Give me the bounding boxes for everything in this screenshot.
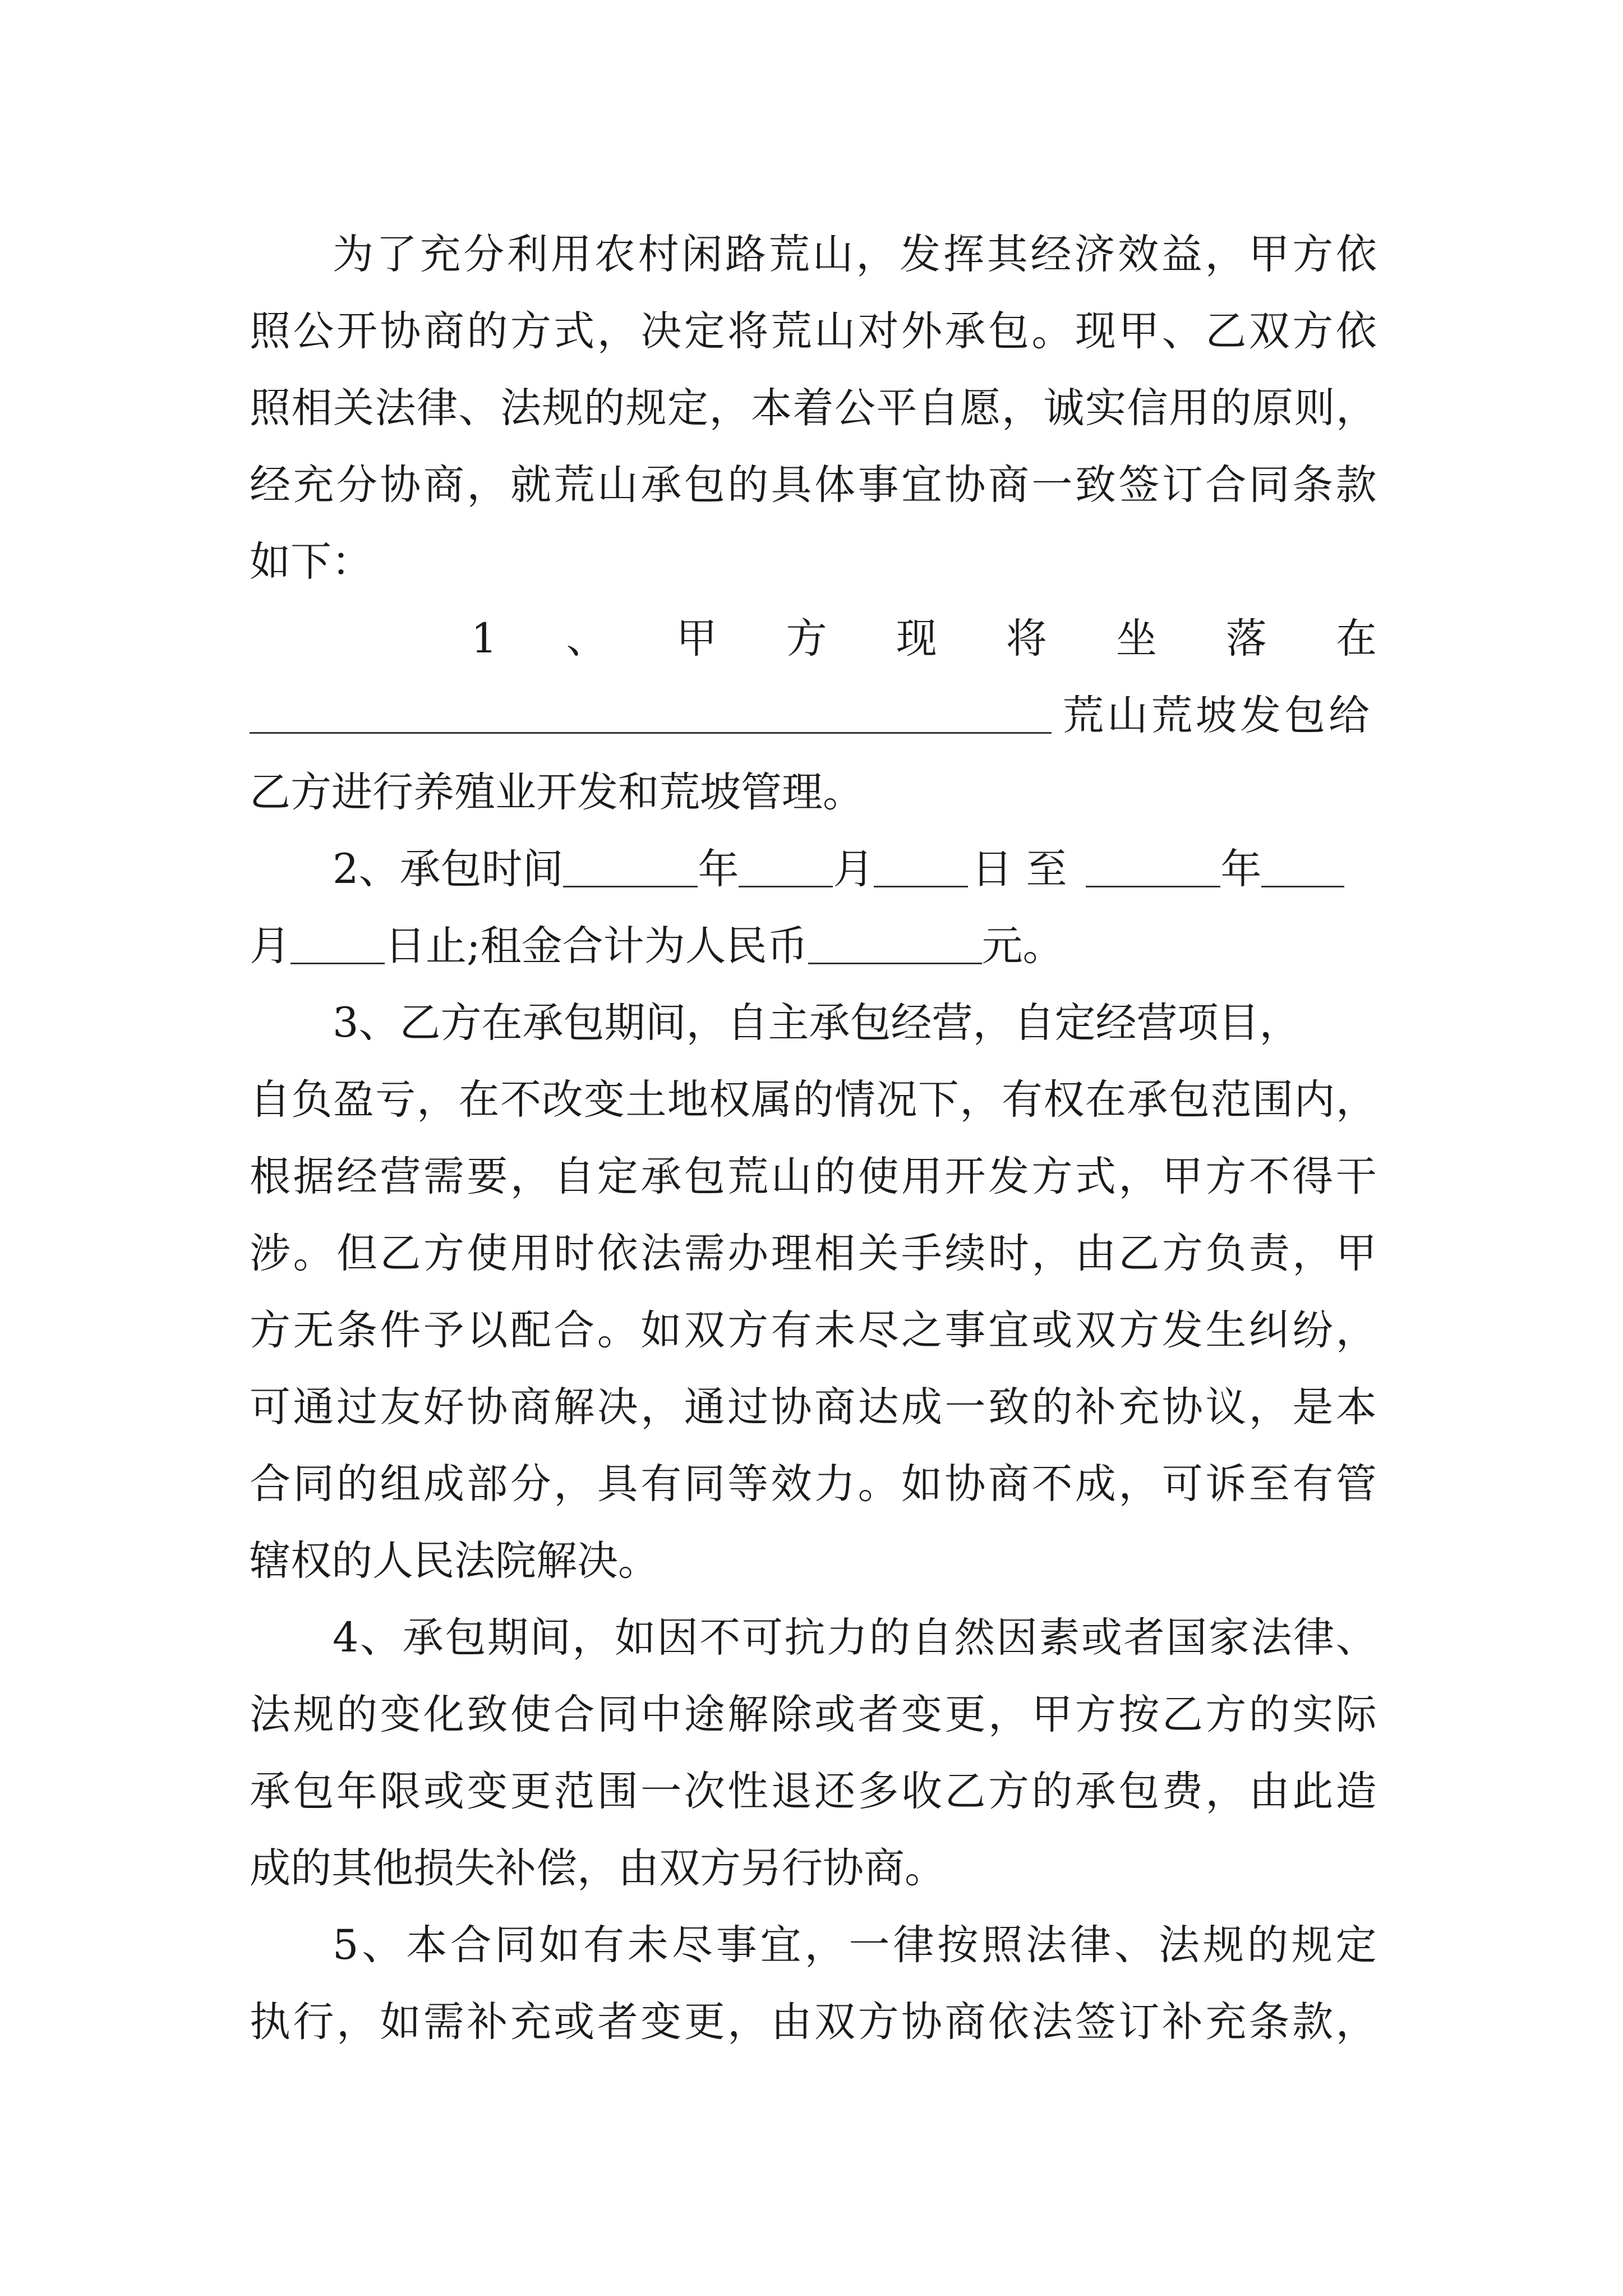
item3-line-4: 涉 。 但 乙 方 使 用 时 依 法 需 办 理 相 关 手 续 时 ， 由 乙 方 负 责 ， 甲 (250, 1230, 1377, 1277)
item2-stop: 日止;租金合计为人民币 (385, 922, 808, 970)
start-day-blank[interactable] (874, 845, 968, 887)
item4-line-1: 4 、 承 包 期 间 ， 如 因 不 可 抗 力 的 自 然 因 素 或 者 国 家 法 律 、 (333, 1614, 1377, 1662)
item1-char: 落 (1225, 615, 1267, 662)
item1-line-2-tail: 荒山荒坡发包给 (1063, 692, 1373, 739)
item2-prefix: 2、承包时间 (333, 845, 564, 893)
item1-char: 现 (896, 615, 937, 662)
item3-line-1: 3、乙方在承包期间，自主承包经营，自定经营项目， (333, 999, 1301, 1047)
end-day-blank[interactable] (291, 922, 385, 964)
item5-line-1: 5 、 本 合 同 如 有 未 尽 事 宜 ， 一 律 按 照 法 律 、 法 规 的 规 定 (333, 1921, 1377, 1969)
month-label-2: 月 (250, 922, 291, 970)
item3-line-7: 合 同 的 组 成 部 分 ， 具 有 同 等 效 力 。 如 协 商 不 成 ， 可 诉 至 有 管 (250, 1460, 1377, 1508)
item3-line-2: 自 负 盈 亏 ， 在 不 改 变 土 地 权 属 的 情 况 下 ， 有 权 在 承 包 范 围 内 ， (250, 1076, 1377, 1124)
end-year-blank[interactable] (1086, 845, 1220, 887)
item1-char: 方 (786, 615, 827, 662)
item1-char: 1 (471, 615, 497, 662)
location-blank[interactable] (250, 692, 1052, 734)
document-body (250, 216, 1377, 2060)
item4-line-3: 承 包 年 限 或 变 更 范 围 一 次 性 退 还 多 收 乙 方 的 承 包 费 ， 由 此 造 (250, 1768, 1377, 1815)
item1-char: 、 (566, 615, 607, 662)
intro-line-3: 照 相 关 法 律 、 法 规 的 规 定 ， 本 着 公 平 自 愿 ， 诚 实 信 用 的 原 则 ， (250, 384, 1377, 432)
rent-amount-blank[interactable] (808, 922, 982, 964)
item1-char: 坐 (1115, 615, 1157, 662)
item4-line-4: 成的其他损失补偿，由双方另行协商。 (250, 1844, 946, 1892)
year-label-2: 年 (1220, 845, 1262, 893)
item3-line-5: 方 无 条 件 予 以 配 合 。 如 双 方 有 未 尽 之 事 宜 或 双 方 发 生 纠 纷 ， (250, 1306, 1377, 1354)
item1-char: 在 (1335, 615, 1377, 662)
intro-line-5: 如下： (250, 538, 372, 586)
year-label: 年 (698, 845, 739, 893)
item1-char: 甲 (676, 615, 717, 662)
start-year-blank[interactable] (563, 845, 698, 887)
item3-line-6: 可 通 过 友 好 协 商 解 决 ， 通 过 协 商 达 成 一 致 的 补 充 协 议 ， 是 本 (250, 1383, 1377, 1431)
item4-line-2: 法 规 的 变 化 致 使 合 同 中 途 解 除 或 者 变 更 ， 甲 方 按 乙 方 的 实 际 (250, 1691, 1377, 1738)
item2-line-2 (250, 908, 1377, 984)
item1-line-2 (250, 677, 1377, 754)
day-label: 日 (971, 845, 1013, 893)
item2-line-1 (250, 831, 1377, 908)
to-label: 至 (1026, 845, 1067, 893)
item3-line-8: 辖权的人民法院解决。 (250, 1537, 659, 1585)
item1-char: 将 (1006, 615, 1047, 662)
item1-line-1 (250, 600, 1377, 677)
unit-label: 元。 (981, 922, 1064, 970)
month-label: 月 (833, 845, 874, 893)
end-month-blank[interactable] (1261, 845, 1344, 887)
intro-line-1: 为 了 充 分 利 用 农 村 闲 路 荒 山 ， 发 挥 其 经 济 效 益 ， 甲 方 依 (333, 231, 1377, 278)
item5-line-2: 执 行 ， 如 需 补 充 或 者 变 更 ， 由 双 方 协 商 依 法 签 订 补 充 条 款 ， (250, 1998, 1377, 2046)
item3-line-3: 根 据 经 营 需 要 ， 自 定 承 包 荒 山 的 使 用 开 发 方 式 ， 甲 方 不 得 干 (250, 1153, 1377, 1200)
intro-line-4: 经 充 分 协 商 ， 就 荒 山 承 包 的 具 体 事 宜 协 商 一 致 签 订 合 同 条 款 (250, 461, 1377, 509)
item1-line-3: 乙方进行养殖业开发和荒坡管理。 (250, 769, 864, 816)
start-month-blank[interactable] (739, 845, 833, 887)
intro-line-2: 照 公 开 协 商 的 方 式 ， 决 定 将 荒 山 对 外 承 包 。 现 甲 、 乙 双 方 依 (250, 307, 1377, 355)
